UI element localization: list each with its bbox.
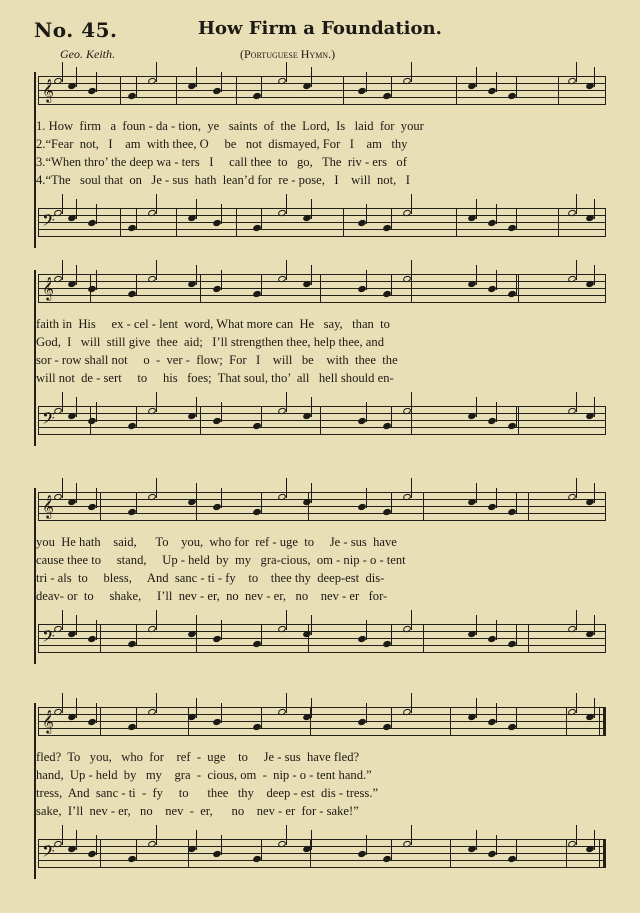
note-stem [411,260,412,280]
note-stem [136,840,137,860]
note-stem [96,620,97,640]
note-stem [156,478,157,498]
note-stem [411,693,412,713]
note-stem [366,72,367,92]
note-stem [576,392,577,412]
lyric-line: tri - als to bless, And sanc - ti - fy to thee thy deep-est dis- [36,571,385,585]
note-stem [516,708,517,728]
lyrics-block [36,748,596,820]
note-stem [286,610,287,630]
note-stem [286,194,287,214]
hymn-tune: (Portuguese Hymn.) [240,47,336,61]
note-stem [496,270,497,290]
note-stem [391,625,392,645]
note-stem [391,493,392,513]
note-stem [96,835,97,855]
bass-clef-icon: 𝄢 [42,626,55,650]
staff [38,707,606,735]
note-stem [476,397,477,417]
note-stem [516,840,517,860]
note-stem [96,488,97,508]
note-stem [476,483,477,503]
note-stem [286,825,287,845]
note-stem [516,209,517,229]
note-stem [62,478,63,498]
note-stem [516,493,517,513]
note-stem [62,62,63,82]
note-stem [366,204,367,224]
note-stem [196,698,197,718]
note-stem [366,835,367,855]
note-stem [366,270,367,290]
note-stem [62,260,63,280]
note-stem [496,72,497,92]
note-stem [96,402,97,422]
note-stem [62,825,63,845]
note-stem [136,493,137,513]
lyrics-block [36,117,596,189]
bass-clef-icon: 𝄢 [42,408,55,432]
note-stem [366,620,367,640]
note-stem [156,610,157,630]
note-stem [221,620,222,640]
note-stem [476,265,477,285]
note-stem [496,620,497,640]
note-stem [62,610,63,630]
note-stem [496,835,497,855]
note-stem [261,625,262,645]
lyric-line: hand, Up - held by my gra - cious, om - nip - o - tent hand.” [36,768,372,782]
lyric-line: 1. How firm a foun - da - tion, ye saints of the Lord, Is laid for your [36,119,424,133]
lyric-line: sor - row shall not o - ver - flow; For I will be with thee the [36,353,398,367]
note-stem [391,708,392,728]
note-stem [221,72,222,92]
note-stem [311,397,312,417]
note-stem [156,392,157,412]
treble-clef-icon: 𝄞 [42,276,54,300]
note-stem [576,610,577,630]
note-stem [196,483,197,503]
note-stem [261,77,262,97]
staff [38,76,606,104]
note-stem [136,407,137,427]
staff [38,274,606,302]
note-stem [261,209,262,229]
note-stem [196,397,197,417]
note-stem [221,204,222,224]
lyrics-block [36,315,596,387]
note-stem [311,67,312,87]
treble-clef-icon: 𝄞 [42,709,54,733]
note-stem [496,402,497,422]
lyric-line: sake, I’ll nev - er, no nev - er, no nev - er for - sake!” [36,804,359,818]
note-stem [476,698,477,718]
note-stem [136,625,137,645]
note-stem [261,708,262,728]
note-stem [311,199,312,219]
lyric-line: you He hath said, To you, who for ref - uge to Je - sus have [36,535,397,549]
bass-clef-icon: 𝄢 [42,841,55,865]
note-stem [136,708,137,728]
note-stem [76,483,77,503]
note-stem [76,67,77,87]
note-stem [96,703,97,723]
note-stem [286,392,287,412]
lyrics-block [36,533,596,605]
lyric-line: tress, And sanc - ti - fy to thee thy deep - est dis - tress.” [36,786,379,800]
note-stem [76,397,77,417]
note-stem [96,204,97,224]
hymn-title: How Firm a Foundation. [198,18,442,39]
note-stem [516,407,517,427]
lyric-line: will not de - sert to his foes; That soul, tho’ all hell should en- [36,371,394,385]
note-stem [196,199,197,219]
note-stem [476,830,477,850]
note-stem [62,392,63,412]
note-stem [221,835,222,855]
note-stem [476,67,477,87]
note-stem [261,840,262,860]
note-stem [62,194,63,214]
note-stem [261,275,262,295]
note-stem [391,77,392,97]
note-stem [594,199,595,219]
bass-clef-icon: 𝄢 [42,210,55,234]
note-stem [391,209,392,229]
note-stem [96,270,97,290]
lyric-line: 2.“Fear not, I am with thee, O be not dismayed, For I am thy [36,137,408,151]
staff [38,624,606,652]
note-stem [594,265,595,285]
note-stem [411,62,412,82]
note-stem [391,840,392,860]
note-stem [196,615,197,635]
note-stem [286,478,287,498]
note-stem [76,265,77,285]
note-stem [476,199,477,219]
lyric-line: cause thee to stand, Up - held by my gra-cious, om - nip - o - tent [36,553,406,567]
note-stem [196,265,197,285]
note-stem [96,72,97,92]
note-stem [286,62,287,82]
note-stem [311,830,312,850]
note-stem [261,493,262,513]
note-stem [156,194,157,214]
treble-clef-icon: 𝄞 [42,494,54,518]
note-stem [221,402,222,422]
treble-clef-icon: 𝄞 [42,78,54,102]
note-stem [311,483,312,503]
hymn-number: No. 45. [34,18,118,42]
note-stem [411,825,412,845]
note-stem [516,77,517,97]
note-stem [366,703,367,723]
note-stem [76,615,77,635]
note-stem [62,693,63,713]
note-stem [156,62,157,82]
note-stem [411,392,412,412]
note-stem [391,407,392,427]
note-stem [496,488,497,508]
note-stem [594,698,595,718]
note-stem [76,830,77,850]
note-stem [76,698,77,718]
lyric-line: God, I will still give thee aid; I’ll strengthen thee, help thee, and [36,335,384,349]
note-stem [136,209,137,229]
note-stem [496,703,497,723]
note-stem [156,825,157,845]
note-stem [594,397,595,417]
note-stem [221,270,222,290]
note-stem [76,199,77,219]
note-stem [594,615,595,635]
note-stem [366,488,367,508]
note-stem [594,67,595,87]
note-stem [576,693,577,713]
note-stem [221,703,222,723]
lyric-line: 3.“When thro’ the deep wa - ters I call thee to go, The riv - ers of [36,155,407,169]
note-stem [311,615,312,635]
note-stem [261,407,262,427]
note-stem [156,693,157,713]
note-stem [411,478,412,498]
lyric-line: faith in His ex - cel - lent word, What more can He say, than to [36,317,390,331]
note-stem [286,260,287,280]
note-stem [516,625,517,645]
staff [38,406,606,434]
note-stem [136,77,137,97]
note-stem [411,194,412,214]
lyric-line: fled? To you, who for ref - uge to Je - sus have fled? [36,750,360,764]
note-stem [594,483,595,503]
note-stem [496,204,497,224]
note-stem [391,275,392,295]
note-stem [576,194,577,214]
note-stem [221,488,222,508]
staff [38,208,606,236]
note-stem [411,610,412,630]
note-stem [516,275,517,295]
note-stem [311,698,312,718]
lyric-line: deav- or to shake, I’ll nev - er, no nev - er, no nev - er for- [36,589,388,603]
note-stem [136,275,137,295]
note-stem [594,830,595,850]
note-stem [576,62,577,82]
note-stem [366,402,367,422]
staff [38,839,606,867]
note-stem [196,830,197,850]
note-stem [286,693,287,713]
note-stem [476,615,477,635]
note-stem [156,260,157,280]
note-stem [311,265,312,285]
lyric-line: 4.“The soul that on Je - sus hath lean’d for re - pose, I will not, I [36,173,410,187]
staff [38,492,606,520]
note-stem [576,260,577,280]
note-stem [576,478,577,498]
hymn-author: Geo. Keith. [60,47,115,61]
note-stem [576,825,577,845]
note-stem [196,67,197,87]
